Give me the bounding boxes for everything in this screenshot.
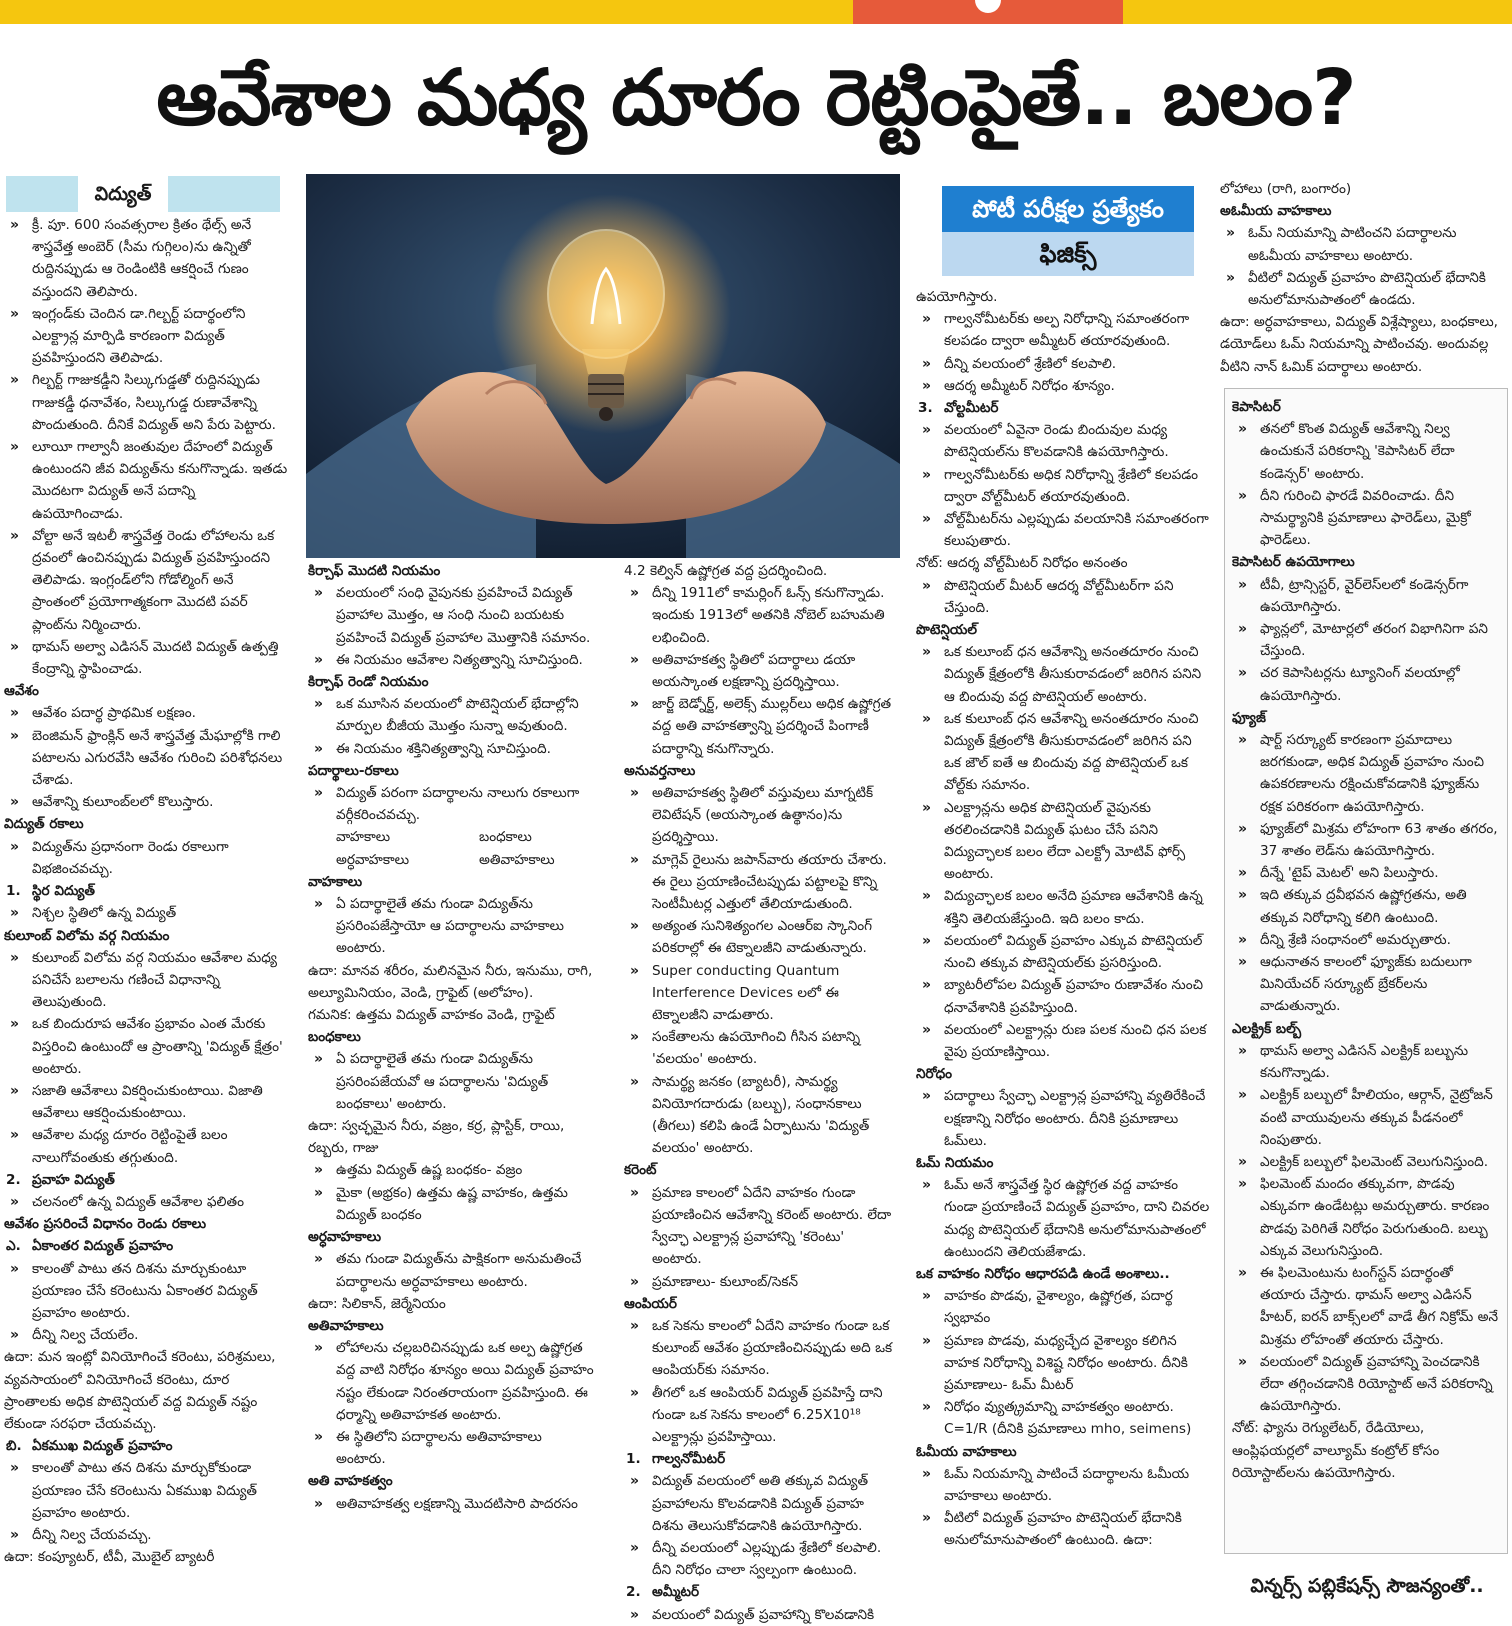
bullet-point: » విద్యుత్ వలయంలో అతి తక్కువ విద్యుత్ ప్రవాహాలను కొలవడానికి విద్యుత్ ప్రవాహ దిశను తెలుసుకోవడానికి ఉపయోగిస్తారు. [624,1470,896,1537]
bulb-in-hands-photo [306,174,900,558]
bullet-point: » సంకేతాలను ఉపయోగించి గీసిన పటాన్ని 'వలయం' అంటారు. [624,1026,896,1070]
subheading: ఓమ్ నియమం [916,1154,994,1171]
numbered-heading [4,880,288,902]
item-number: 2. [626,1584,641,1601]
bullet-point: » టీవీ, ట్రాన్సిస్టర్, వైర్‌లెస్‌లలో కండెన్సర్‌గా ఉపయోగిస్తారు. [1232,574,1502,618]
bullet-point: » దీన్ని 1911లో కామర్లింగ్ ఓన్స్ కనుగొన్నాడు. ఇందుకు 1913లో అతనికి నోబెల్ బహుమతి లభించింది. [624,582,896,649]
special-section-header [942,186,1194,276]
column-5-top [1220,178,1508,378]
paragraph: ఉదా: మన ఇంట్లో వినియోగించే కరెంటు, పరిశ్రమలు, వ్యవసాయంలో వినియోగించే కరెంటు, దూర ప్రాంతాలకు అధిక పొటెన్షియల్ వద్ద విద్యుత్ నష్టం లేకుండా సరఫరా చేయవచ్చు. [4,1349,276,1432]
bullet-point: » నిశ్చల స్థితిలో ఉన్న విద్యుత్ [4,902,288,924]
heading-text: గాల్వనోమీటర్ [652,1451,726,1468]
bullet-point: » థామస్ అల్వా ఎడిసన్ మొదటి విద్యుత్ ఉత్పత్తి కేంద్రాన్ని స్థాపించాడు. [4,636,288,680]
subheading: ఆవేశం [4,683,39,700]
bullet-point: » ఫ్యూజ్‌లో మిశ్రమ లోహంగా 63 శాతం తగరం, 37 శాతం లెడ్‌ను ఉపయోగిస్తారు. [1232,818,1502,862]
paragraph: లోహాలు (రాగి, బంగారం) [1220,181,1352,197]
bullet-point: » కులూంబ్ విలోమ వర్గ నియమం ఆవేశాల మధ్య పనిచేసే బలాలను గణించే విధానాన్ని తెలుపుతుంది. [4,947,288,1014]
bullet-point: » Super conducting Quantum Interference Devices లలో ఈ టెక్నాలజీని వాడుతారు. [624,960,896,1027]
bullet-point: » వలయంలో ఏవైనా రెండు బిందువుల మధ్య పొటెన్షియల్‌ను కొలవడానికి ఉపయోగిస్తారు. [916,419,1212,463]
paragraph: నోట్: ఫ్యాను రెగ్యులేటర్, రేడియోలు, ఆంప్లిఫయర్లలో వాల్యూమ్ కంట్రోల్ కోసం రియోస్టాట్‌లను ఉపయోగిస్తారు. [1232,1420,1440,1481]
bullet-point: » ఎలక్ట్రిక్ బల్బులో హీలియం, ఆర్గాన్, నైట్రోజన్ వంటి వాయువులను తక్కువ పీడనంలో నింపుతారు. [1232,1084,1502,1151]
subheading: అతివాహకాలు [308,1317,384,1334]
bullet-point: » ఈ నియమం ఆవేశాల నిత్యత్వాన్ని సూచిస్తుంది. [308,649,594,671]
subheading: ఒక వాహకం నిరోధం ఆధారపడి ఉండే అంశాలు.. [916,1265,1170,1282]
bullet-point: » జార్జ్ బెడ్నోర్జ్, అలెక్స్ ముల్లర్‌లు అధిక ఉష్ణోగ్రత వద్ద అతి వాహకత్వాన్ని ప్రదర్శించే పింగాణీ పదార్థాన్ని కనుగొన్నారు. [624,693,896,760]
bullet-point: » ఏ పదార్థాలైతే తమ గుండా విద్యుత్‌ను ప్రసరింపజేస్తాయో ఆ పదార్థాలను వాహకాలు అంటారు. [308,893,594,960]
category-item: వాహకాలు [336,829,391,846]
bullet-point: » ప్రమాణ కాలంలో ఏదేని వాహకం గుండా ప్రయాణించిన ఆవేశాన్ని కరెంట్ అంటారు. లేదా స్వేచ్ఛా ఎలక్ట్రాన్ల ప్రవాహాన్ని 'కరెంటు' అంటారు. [624,1182,896,1271]
bullet-point: » ప్రమాణాలు- కులూంబ్/సెకన్ [624,1271,896,1293]
heading-text: ఏకముఖ విద్యుత్ ప్రవాహం [32,1438,173,1455]
bullet-point: » సజాతి ఆవేశాలు వికర్షించుకుంటాయి. విజాతి ఆవేశాలు ఆకర్షించుకుంటాయి. [4,1080,288,1124]
bullet-point: » కాలంతో పాటు తన దిశను మార్చుకుంటూ ప్రయాణం చేసే కరెంటును ఏకాంతర విద్యుత్ ప్రవాహం అంటారు. [4,1258,288,1325]
bullet-point: » వలయంలో విద్యుత్ ప్రవాహం ఎక్కువ పొటెన్షియల్ నుంచి తక్కువ పొటెన్షియల్‌కు ప్రసరిస్తుంది. [916,930,1212,974]
category-item: అతివాహకాలు [479,851,555,868]
subheading: నిరోధం [916,1066,953,1083]
bullet-point: » దీన్ని వలయంలో శ్రేణిలో కలపాలి. [916,353,1212,375]
bullet-point: » ఓమ్ నియమాన్ని పాటించే పదార్థాలను ఓమీయ వాహకాలు అంటారు. [916,1463,1212,1507]
subheading: అనువర్తనాలు [624,762,696,779]
paragraph: ఉదా: స్వచ్ఛమైన నీరు, వజ్రం, కర్ర, ప్లాస్టిక్, రాయి, రబ్బరు, గాజు [308,1118,565,1157]
numbered-heading [624,1581,896,1603]
bullet-point: » విద్యుత్‌ను ప్రధానంగా రెండు రకాలుగా విభజించవచ్చు. [4,836,288,880]
credit-line: విన్నర్స్ పబ్లికేషన్స్ సౌజన్యంతో.. [1250,1575,1484,1597]
numbered-heading [624,1448,896,1470]
bullet-point: » ఉత్తమ విద్యుత్ ఉష్ణ బంధకం- వజ్రం [308,1159,594,1181]
column-3 [624,560,896,1626]
heading-text: ఏకాంతర విద్యుత్ ప్రవాహం [32,1238,174,1255]
bullet-point: » పొటెన్షియల్ మీటర్ ఆదర్శ వోల్ట్‌మీటర్‌గా పని చేస్తుంది. [916,575,1212,619]
bullet-point: » వలయంలో విద్యుత్ ప్రవాహాన్ని పెంచడానికి లేదా తగ్గించడానికి రియోస్టాట్ అనే పరికరాన్ని ఉపయోగిస్తారు. [1232,1351,1502,1418]
numbered-heading [916,397,1212,419]
bullet-point: » వీటిలో విద్యుత్ ప్రవాహం పొటెన్షియల్ భేదానికి అనులోమానుపాతంలో ఉంటుంది. ఉదా: [916,1507,1212,1551]
subheading: ఆంపియర్ [624,1295,677,1312]
bullet-point: » వాహకం పొడవు, వైశాల్యం, ఉష్ణోగ్రత, పదార్థ స్వభావం [916,1285,1212,1329]
column-1 [4,178,288,1568]
subheading: కిర్చాఫ్ రెండో నియమం [308,674,429,691]
bullet-point: » ప్రమాణ పొడవు, మధ్యచ్ఛేద వైశాల్యం కలిగిన వాహక నిరోధాన్ని విశిష్ట నిరోధం అంటారు. దీనికి ప్రమాణాలు- ఓమ్ మీటర్ [916,1330,1212,1397]
bullet-point: » ఈ ఫిలమెంటును టంగ్‌స్టన్ పదార్థంతో తయారు చేస్తారు. థామస్ అల్వా ఎడిసన్ హీటర్, ఐరన్ బాక్స్‌లలో వాడే తీగ నిక్రోమ్ అనే మిశ్రమ లోహంతో తయారు చేస్తారు. [1232,1262,1502,1351]
bullet-point: » చర కెపాసిటర్లను ట్యూనింగ్ వలయాల్లో ఉపయోగిస్తారు. [1232,662,1502,706]
subheading: అర్ధవాహకాలు [308,1229,382,1246]
bullet-point: » వలయంలో విద్యుత్ ప్రవాహాన్ని కొలవడానికి [624,1604,896,1626]
subheading: పొటెన్షియల్ [916,622,977,639]
bullet-point: » అతివాహకత్వ స్థితిలో వస్తువులు మాగ్నటిక్ లెవిటేషన్ (అయస్కాంత ఉత్థానం)ను ప్రదర్శిస్తాయి. [624,782,896,849]
bullet-point: » గాల్వనోమీటర్‌కు అధిక నిరోధాన్ని శ్రేణిలో కలపడం ద్వారా వోల్ట్‌మీటర్ తయారవుతుంది. [916,464,1212,508]
item-number: 3. [918,400,933,417]
bullet-point: » తనలో కొంత విద్యుత్ ఆవేశాన్ని నిల్వ ఉంచుకునే పరికరాన్ని 'కెపాసిటర్ లేదా కండెన్సర్' అంటారు. [1232,418,1502,485]
numbered-heading [4,1169,288,1191]
bullet-point: » పదార్థాలు స్వేచ్ఛా ఎలక్ట్రాన్ల ప్రవాహాన్ని వ్యతిరేకించే లక్షణాన్ని నిరోధం అంటారు. దీనికి ప్రమాణాలు ఓమ్‌లు. [916,1085,1212,1152]
bullet-point: » ఎలక్ట్రిక్ బల్బులో ఫిలమెంట్ వెలుగునిస్తుంది. [1232,1151,1502,1173]
bullet-point: » షార్ట్ సర్క్యూట్ కారణంగా ప్రమాదాలు జరగకుండా, అధిక విద్యుత్ ప్రవాహం నుంచి ఉపకరణాలను రక్షించుకోవడానికి ఫ్యూజ్‌ను రక్షక పరికరంగా ఉపయోగిస్తారు. [1232,729,1502,818]
bullet-point: » బ్యాటరీలోపల విద్యుత్ ప్రవాహం రుణావేశం నుంచి ధనావేశానికి ప్రవహిస్తుంది. [916,974,1212,1018]
heading-text: వోల్టమీటర్ [944,400,999,417]
bullet-point: » ఆధునాతన కాలంలో ఫ్యూజ్‌కు బదులుగా మినియేచర్ సర్క్యూట్ బ్రేకర్‌లను వాడుతున్నారు. [1232,951,1502,1018]
bullet-point: » వలయంలో ఎలక్ట్రాన్లు రుణ పలక నుంచి ధన పలక వైపు ప్రయాణిస్తాయి. [916,1019,1212,1063]
item-number: ఎ. [6,1238,21,1255]
bullet-point: » దీన్ని శ్రేణి సంధానంలో అమర్చుతారు. [1232,929,1502,951]
bullet-point: » అతివాహకత్వ స్థితిలో పదార్థాలు డయా అయస్కాంత లక్షణాన్ని ప్రదర్శిస్తాయి. [624,649,896,693]
bullet-point: » ఓమ్ నియమాన్ని పాటించని పదార్థాలను అఓమీయ వాహకాలు అంటారు. [1220,222,1508,266]
bullet-point: » ఒక మూసిన వలయంలో పొటెన్షియల్ భేదాల్లోని మార్పుల బీజీయ మొత్తం సున్నా అవుతుంది. [308,693,594,737]
category-row [308,826,594,848]
category-item: బంధకాలు [479,829,532,846]
bullet-point: » వీటిలో విద్యుత్ ప్రవాహం పొటెన్షియల్ భేదానికి అనులోమానుపాతంలో ఉండదు. [1220,267,1508,311]
bullet-point: » బెంజిమన్ ఫ్రాంక్లిన్ అనే శాస్త్రవేత్త మేఘాల్లోకి గాలి పటాలను ఎగురవేసి ఆవేశం గురించి పరిశోధనలు చేశాడు. [4,725,288,792]
bullet-point: » ఫ్యాన్లలో, మోటార్లలో తరంగ విభాగినిగా పని చేస్తుంది. [1232,618,1502,662]
special-title: పోటీ పరీక్షల ప్రత్యేకం [942,186,1194,232]
bullet-point: » విద్యుత్ పరంగా పదార్థాలను నాలుగు రకాలుగా వర్గీకరించవచ్చు. [308,782,594,826]
subheading: ఓమీయ వాహకాలు [916,1443,1017,1460]
bullet-point: » థామస్ అల్వా ఎడిసన్ ఎలక్ట్రిక్ బల్బును కనుగొన్నాడు. [1232,1040,1502,1084]
bullet-point: » అత్యంత సునిశిత్యంగల ఎంఆర్ఐ స్కానింగ్ పరికరాల్లో ఈ టెక్నాలజీని వాడుతున్నారు. [624,915,896,959]
subheading: కిర్చాఫ్ మొదటి నియమం [308,563,441,579]
bullet-point: » గాల్వనోమీటర్‌కు అల్ప నిరోధాన్ని సమాంతరంగా కలపడం ద్వారా అమ్మీటర్ తయారవుతుంది. [916,308,1212,352]
bullet-point: » నిరోధం వ్యుత్క్రమాన్ని వాహకత్వం అంటారు. C=1/R (దీనికి ప్రమాణాలు mho, seimens) [916,1396,1212,1440]
bullet-point: » అతివాహకత్వ లక్షణాన్ని మొదటిసారి పాదరసం [308,1493,594,1515]
bullet-point: » వోల్టా అనే ఇటలీ శాస్త్రవేత్త రెండు లోహాలను ఒక ద్రవంలో ఉంచినప్పుడు విద్యుత్ ప్రవహిస్తుందని తెలిపాడు. ఇంగ్లండ్‌లోని గోడోల్మింగ్ అనే ప్రాంతంలో ప్రయోగాత్మకంగా మొదటి పవర్ ప్లాంట్‌ను నిర్మించారు. [4,525,288,636]
bullet-point: » ఒక కులూంబ్ ధన ఆవేశాన్ని అనంతదూరం నుంచి విద్యుత్ క్షేత్రంలోకి తీసుకురావడంలో జరిగిన పని ఒక జౌల్ ఐతే ఆ బిందువు వద్ద పొటెన్షియల్ ఒక వోల్ట్‌కు సమానం. [916,708,1212,797]
section-tag-label: విద్యుత్ [78,176,168,212]
heading-text: ప్రవాహ విద్యుత్ [32,1171,115,1188]
bullet-point: » చలనంలో ఉన్న విద్యుత్ ఆవేశాల ఫలితం [4,1191,288,1213]
subheading: అఓమీయ వాహకాలు [1220,203,1332,220]
top-color-bar [0,0,1512,24]
bullet-point: » కాలంతో పాటు తన దిశను మార్చుకోకుండా ప్రయాణం చేసే కరెంటును ఏకముఖ విద్యుత్ ప్రవాహం అంటారు. [4,1457,288,1524]
bullet-point: » దీన్ని నిల్వ చేయలేం. [4,1324,288,1346]
bullet-point: » వోల్ట్‌మీటర్‌ను ఎల్లప్పుడు వలయానికి సమాంతరంగా కలుపుతారు. [916,508,1212,552]
bullet-point: » ఆవేశాన్ని కులూంబ్‌లలో కొలుస్తారు. [4,791,288,813]
subheading: అతి వాహకత్వం [308,1473,393,1490]
paragraph: ఉపయోగిస్తారు. [916,289,998,305]
bullet-point: » ఇది తక్కువ ద్రవీభవన ఉష్ణోగ్రతను, అతి తక్కువ నిరోధాన్ని కలిగి ఉంటుంది. [1232,884,1502,928]
paragraph: నోట్: ఆదర్శ వోల్ట్‌మీటర్ నిరోధం అనంతం [916,555,1128,572]
bullet-point: » ఎలక్ట్రాన్లను అధిక పొటెన్షియల్ వైపునకు తరలించడానికి విద్యుత్ ఘటం చేసే పనిని విద్యుచ్ఛాలక బలం లేదా ఎలక్ట్రో మోటివ్ ఫోర్స్ అంటారు. [916,797,1212,886]
bullet-point: » లోహాలను చల్లబరిచినప్పుడు ఒక అల్ప ఉష్ణోగ్రత వద్ద వాటి నిరోధం శూన్యం అయి విద్యుత్ ప్రవాహం నష్టం లేకుండా నిరంతరాయంగా ప్రవహిస్తుంది. ఈ ధర్మాన్ని అతివాహకత అంటారు. [308,1337,594,1426]
paragraph: ఉదా: అర్ధవాహకాలు, విద్యుత్ విశ్లేష్యాలు, బంధకాలు, డయోడ్‌లు ఓమ్ నియమాన్ని పాటించవు. అందువల్ల వీటిని నాన్ ఓమిక్ పదార్థాలు అంటారు. [1220,314,1498,375]
bullet-point: » దీని గురించి ఫారడే వివరించాడు. దీని సామర్థ్యానికి ప్రమాణాలు ఫారెడ్‌లు, మైక్రో ఫారెడ్‌లు. [1232,485,1502,552]
bullet-point: » లూయీ గాల్వానీ జంతువుల దేహంలో విద్యుత్ ఉంటుందని జీవ విద్యుత్‌ను కనుగొన్నాడు. ఇతడు మొదటగా విద్యుత్ అనే పదాన్ని ఉపయోగించాడు. [4,436,288,525]
bullet-point: » క్రీ. పూ. 600 సంవత్సరాల క్రితం థేల్స్ అనే శాస్త్రవేత్త అంబెర్ (సీమ గుగ్గిలం)ను ఉన్నితో రుద్దినప్పుడు ఆ రెండింటికి ఆకర్షించే గుణం వస్తుందని తెలిపారు. [4,214,288,303]
subheading: వాహకాలు [308,873,363,890]
paragraph: ఉదా: కంప్యూటర్, టీవీ, మొబైల్ బ్యాటరీ [4,1549,215,1566]
bullet-point: » ఇంగ్లండ్‌కు చెందిన డా.గిల్బర్ట్ పదార్థంలోని ఎలక్ట్రాన్ల మార్పిడి కారణంగా విద్యుత్ ప్రవహిస్తుందని తెలిపాడు. [4,303,288,370]
subheading: పదార్థాలు-రకాలు [308,762,399,779]
paragraph: గమనిక: ఉత్తమ విద్యుత్ వాహకం వెండి, గ్రాఫైట్ [308,1007,555,1024]
paragraph: ఉదా: మానవ శరీరం, మలినమైన నీరు, ఇనుము, రాగి, అల్యూమినియం, వెండి, గ్రాఫైట్ (అలోహం). [308,962,593,1001]
bullet-point: » వలయంలో సంధి వైపునకు ప్రవహించే విద్యుత్ ప్రవాహాల మొత్తం, ఆ సంధి నుంచి బయటకు ప్రవహించే విద్యుత్ ప్రవాహాల మొత్తానికి సమానం. [308,582,594,649]
bullet-point: » మాగ్లెవ్ రైలును జపాన్‌వారు తయారు చేశారు. ఈ రైలు ప్రయాణించేటప్పుడు పట్టాలపై కొన్ని సెంటీమీటర్ల ఎత్తులో తేలియాడుతుంది. [624,849,896,916]
item-number: 1. [626,1451,641,1468]
bullet-point: » సామర్థ్య జనకం (బ్యాటరీ), సామర్థ్య వినియోగదారుడు (బల్బు), సంధానకాలు (తీగలు) కలిపి ఉండే ఏర్పాటును 'విద్యుత్ వలయం' అంటారు. [624,1071,896,1160]
bullet-point: » మైకా (అభ్రకం) ఉత్తమ ఉష్ణ వాహకం, ఉత్తమ విద్యుత్ బంధకం [308,1182,594,1226]
headline: ఆవేశాల మధ్య దూరం రెట్టింపైతే.. బలం? [156,54,1356,143]
subheading: ఆవేశం ప్రసరించే విధానం రెండు రకాలు [4,1216,207,1233]
bullet-point: » ఓమ్ అనే శాస్త్రవేత్త స్థిర ఉష్ణోగ్రత వద్ద వాహకం గుండా ప్రయాణించే విద్యుత్ ప్రవాహం, దాని చివరల మధ్య పొటెన్షియల్ భేదానికి అనులోమానుపాతంలో ఉంటుందని తెలియజేశాడు. [916,1174,1212,1263]
subheading: ఎలక్ట్రిక్ బల్బ్ [1232,1020,1302,1037]
bullet-point: » దీన్ని నిల్వ చేయవచ్చు. [4,1524,288,1546]
subheading: బంధకాలు [308,1029,361,1046]
bullet-point: » ఏ పదార్థాలైతే తమ గుండా విద్యుత్‌ను ప్రసరింపజేయవో ఆ పదార్థాలను 'విద్యుత్ బంధకాలు' అంటారు. [308,1048,594,1115]
bullet-point: » ఒక బిందురూప ఆవేశం ప్రభావం ఎంత మేరకు విస్తరించి ఉంటుందో ఆ ప్రాంతాన్ని 'విద్యుత్ క్షేత్రం' అంటారు. [4,1013,288,1080]
column-4 [916,286,1212,1552]
bullet-point: » ఒక సెకను కాలంలో ఏదేని వాహకం గుండా ఒక కులూంబ్ ఆవేశం ప్రయాణించినప్పుడు అది ఒక ఆంపియర్‌కు సమానం. [624,1315,896,1382]
bullet-point: » ఈ నియమం శక్తినిత్యత్వాన్ని సూచిస్తుంది. [308,738,594,760]
bullet-point: » దీన్నే 'టైప్ మెటల్' అని పిలుస్తారు. [1232,862,1502,884]
subheading: కరెంట్ [624,1162,657,1179]
heading-text: స్థిర విద్యుత్ [32,883,95,900]
item-number: బి. [6,1438,22,1455]
item-number: 2. [6,1171,21,1188]
subheading: విద్యుత్ రకాలు [4,816,84,833]
column-5-box [1232,396,1502,1484]
bullet-point: » ఆవేశాల మధ్య దూరం రెట్టింపైతే బలం నాలుగోవంతుకు తగ్గుతుంది. [4,1124,288,1168]
numbered-heading [4,1435,288,1457]
bullet-point: » ఫిలమెంట్ మందం తక్కువగా, పొడవు ఎక్కువగా ఉండేటట్లు అమర్చుతారు. కారణం పొడవు పెరిగితే నిరోధం పెరుగుతుంది. బల్బు ఎక్కువ వెలుగునిస్తుంది. [1232,1173,1502,1262]
special-subject: ఫిజిక్స్ [942,232,1194,276]
bullet-point: » తీగలో ఒక ఆంపియర్ విద్యుత్ ప్రవహిస్తే దాని గుండా ఒక సెకను కాలంలో 6.25X10¹⁸ ఎలక్ట్రాన్లు ప్రవహిస్తాయి. [624,1382,896,1449]
bullet-point: » ఆదర్శ అమ్మీటర్ నిరోధం శూన్యం. [916,375,1212,397]
paragraph: 4.2 కెల్విన్ ఉష్ణోగ్రత వద్ద ప్రదర్శించింది. [624,563,828,579]
bullet-point: » తమ గుండా విద్యుత్‌ను పాక్షికంగా అనుమతించే పదార్థాలను అర్ధవాహకాలు అంటారు. [308,1248,594,1292]
numbered-heading [4,1235,288,1257]
bullet-point: » గిల్బర్ట్ గాజుకడ్డీని సిల్కుగుడ్డతో రుద్దినప్పుడు గాజుకడ్డీ ధనావేశం, సిల్కుగుడ్డ రుణావేశాన్ని పొందుతుంది. దీనికే విద్యుత్ అని పేరు పెట్టారు. [4,369,288,436]
heading-text: అమ్మీటర్ [652,1584,700,1601]
item-number: 1. [6,883,21,900]
subheading: కెపాసిటర్ ఉపయోగాలు [1232,554,1355,571]
bullet-point: » విద్యుచ్ఛాలక బలం అనేది ప్రమాణ ఆవేశానికి ఉన్న శక్తిని తెలియజేస్తుంది. ఇది బలం కాదు. [916,885,1212,929]
subheading: కులూంబ్ విలోమ వర్గ నియమం [4,927,170,944]
category-row [308,849,594,871]
column-2 [308,560,594,1515]
category-item: అర్ధవాహకాలు [336,851,410,868]
bullet-point: » ఒక కులూంబ్ ధన ఆవేశాన్ని అనంతదూరం నుంచి విద్యుత్ క్షేత్రంలోకి తీసుకురావడంలో జరిగిన పనిని ఆ బిందువు వద్ద పొటెన్షియల్ అంటారు. [916,641,1212,708]
bullet-point: » ఆవేశం పదార్థ ప్రాథమిక లక్షణం. [4,702,288,724]
subheading: ఫ్యూజ్ [1232,709,1266,726]
bullet-point: » దీన్ని వలయంలో ఎల్లప్పుడు శ్రేణిలో కలపాలి. దీని నిరోధం చాలా స్వల్పంగా ఉంటుంది. [624,1537,896,1581]
paragraph: ఉదా: సిలికాన్, జెర్మేనియం [308,1295,446,1312]
subheading: కెపాసిటర్ [1232,399,1281,415]
bullet-point: » ఈ స్థితిలోని పదార్థాలను అతివాహకాలు అంటారు. [308,1426,594,1470]
